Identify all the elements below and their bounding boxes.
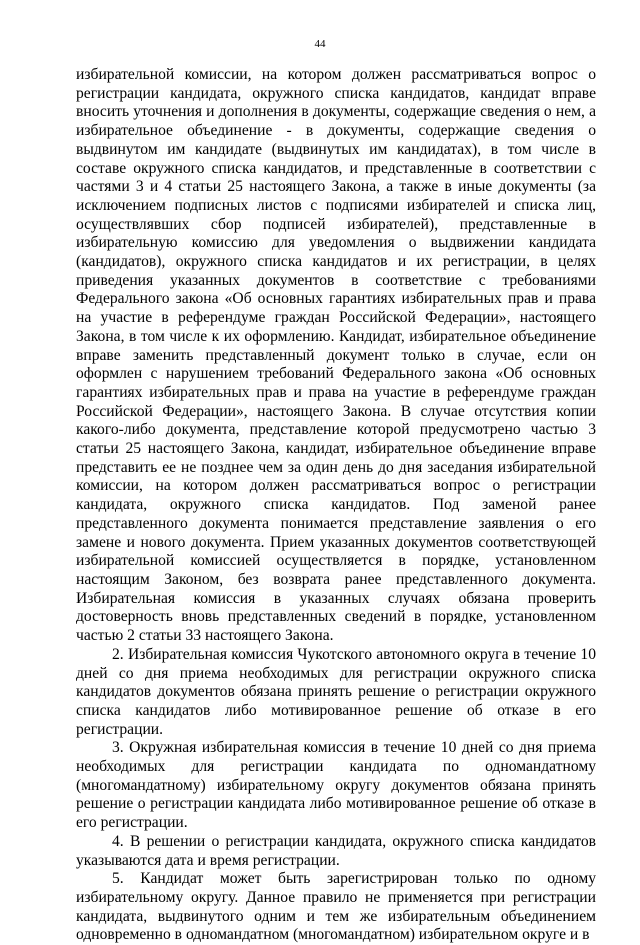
paragraph-item-3: 3. Окружная избирательная комиссия в течение 10 дней со дня приема необходимых для регистрации кандидата по одномандатному (многомандатному) избирательному округу документов обязана принять решение о регистрации кандидата либо мотивированное решение об отказе в его регистрации.: [76, 739, 596, 832]
paragraph-item-2: 2. Избирательная комиссия Чукотского автономного округа в течение 10 дней со дня приема необходимых для регистрации окружного списка кандидатов документов обязана принять решение о регистрации окружного списка кандидатов либо мотивированное решение об отказе в его регистрации.: [76, 645, 596, 738]
paragraph-item-4: 4. В решении о регистрации кандидата, окружного списка кандидатов указываются дата и время регистрации.: [76, 832, 596, 869]
paragraph-continuation: избирательной комиссии, на котором должен рассматриваться вопрос о регистрации кандидата, окружного списка кандидатов, кандидат вправе вносить уточнения и дополнения в документы, содержащие сведения о нем, а избирательное объединение - в документы, содержащие сведения о выдвинутом им кандидате (выдвинутых им кандидатах), в том числе в составе окружного списка кандидатов, и представленные в соответствии с частями 3 и 4 статьи 25 настоящего Закона, а также в иные документы (за исключением подписных листов с подписями избирателей и списка лиц, осуществлявших сбор подписей избирателей), представленные в избирательную комиссию для уведомления о выдвижении кандидата (кандидатов), окружного списка кандидатов и их регистрации, в целях приведения указанных документов в соответствие с требованиями Федерального закона «Об основных гарантиях избирательных прав и права на участие в референдуме граждан Российской Федерации», настоящего Закона, в том числе к их оформлению. Кандидат, избирательное объединение вправе заменить представленный документ только в случае, если он оформлен с нарушением требований Федерального закона «Об основных гарантиях избирательных прав и права на участие в референдуме граждан Российской Федерации», настоящего Закона. В случае отсутствия копии какого-либо документа, представление которой предусмотрено частью 3 статьи 25 настоящего Закона, кандидат, избирательное объединение вправе представить ее не позднее чем за один день до дня заседания избирательной комиссии, на котором должен рассматриваться вопрос о регистрации кандидата, окружного списка кандидатов. Под заменой ранее представленного документа понимается представление заявления о его замене и нового документа. Прием указанных документов соответствующей избирательной комиссией осуществляется в порядке, установленном настоящим Законом, без возврата ранее представленного документа. Избирательная комиссия в указанных случаях обязана проверить достоверность вновь представленных сведений в порядке, установленном частью 2 статьи 33 настоящего Закона.: [76, 66, 596, 645]
page-number: 44: [314, 38, 326, 50]
document-body: [76, 66, 596, 945]
paragraph-item-5: 5. Кандидат может быть зарегистрирован только по одному избирательному округу. Данное правило не применяется при регистрации кандидата, выдвинутого одним и тем же избирательным объединением одновременно в одномандатном (многомандатном) избирательном округе и в: [76, 870, 596, 944]
